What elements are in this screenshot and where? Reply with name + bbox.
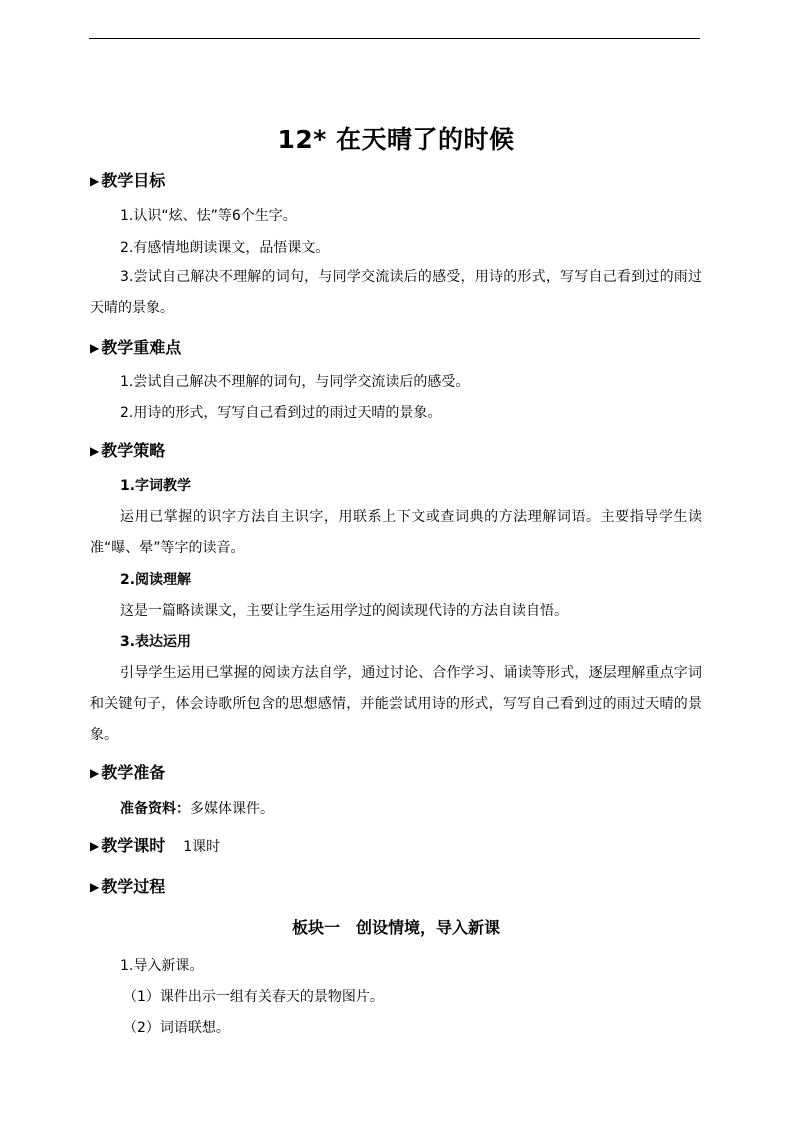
triangle-bullet-icon: ▶ xyxy=(90,174,100,188)
block-title: 板块一 创设情境，导入新课 xyxy=(291,918,500,937)
prep-text: 多媒体课件。 xyxy=(190,801,274,817)
header-rule xyxy=(89,38,700,39)
strategy-text-1: 运用已掌握的识字方法自主识字，用联系上下文或查词典的方法理解词语。主要指导学生读准“曝、晕”等字的读音。 xyxy=(90,509,702,556)
section-heading-strategy: ▶ 教学策略 xyxy=(90,441,166,460)
prep-label: 准备资料： xyxy=(120,801,190,817)
section-heading-hours: ▶ 教学课时 1课时 xyxy=(90,836,221,855)
document-title: 12* 在天晴了的时候 xyxy=(277,125,515,154)
triangle-bullet-icon: ▶ xyxy=(90,341,100,355)
process-item-3: （2）词语联想。 xyxy=(123,1020,230,1036)
section-heading-prep: ▶ 教学准备 xyxy=(90,763,166,782)
triangle-bullet-icon: ▶ xyxy=(90,766,100,780)
process-item-1: 1.导入新课。 xyxy=(120,958,204,974)
process-item-2: （1）课件出示一组有关春天的景物图片。 xyxy=(123,989,384,1005)
keypoint-item-1: 1.尝试自己解决不理解的词句，与同学交流读后的感受。 xyxy=(120,374,470,390)
section-heading-goals: ▶ 教学目标 xyxy=(90,171,166,190)
strategy-subheading-3: 3.表达运用 xyxy=(120,634,192,650)
goal-item-3: 3.尝试自己解决不理解的词句，与同学交流读后的感受，用诗的形式，写写自己看到过的雨过天晴的景象。 xyxy=(90,269,702,316)
strategy-text-2: 这是一篇略读课文，主要让学生运用学过的阅读现代诗的方法自读自悟。 xyxy=(120,603,568,619)
keypoint-item-2: 2.用诗的形式，写写自己看到过的雨过天晴的景象。 xyxy=(120,405,442,421)
goal-item-1: 1.认识“炫、怯”等6个生字。 xyxy=(120,208,297,224)
triangle-bullet-icon: ▶ xyxy=(90,444,100,458)
section-heading-process: ▶ 教学过程 xyxy=(90,877,166,896)
triangle-bullet-icon: ▶ xyxy=(90,880,100,894)
section-heading-keypoints: ▶ 教学重难点 xyxy=(90,338,182,357)
hours-value: 1课时 xyxy=(183,839,221,855)
strategy-text-3: 引导学生运用已掌握的阅读方法自学，通过讨论、合作学习、诵读等形式，逐层理解重点字词和关键句子，体会诗歌所包含的思想感情，并能尝试用诗的形式，写写自己看到过的雨过天晴的景象。 xyxy=(90,665,702,743)
strategy-subheading-1: 1.字词教学 xyxy=(120,478,192,494)
triangle-bullet-icon: ▶ xyxy=(90,839,100,853)
strategy-subheading-2: 2.阅读理解 xyxy=(120,572,192,588)
prep-line xyxy=(120,799,274,819)
goal-item-2: 2.有感情地朗读课文，品悟课文。 xyxy=(120,240,330,256)
